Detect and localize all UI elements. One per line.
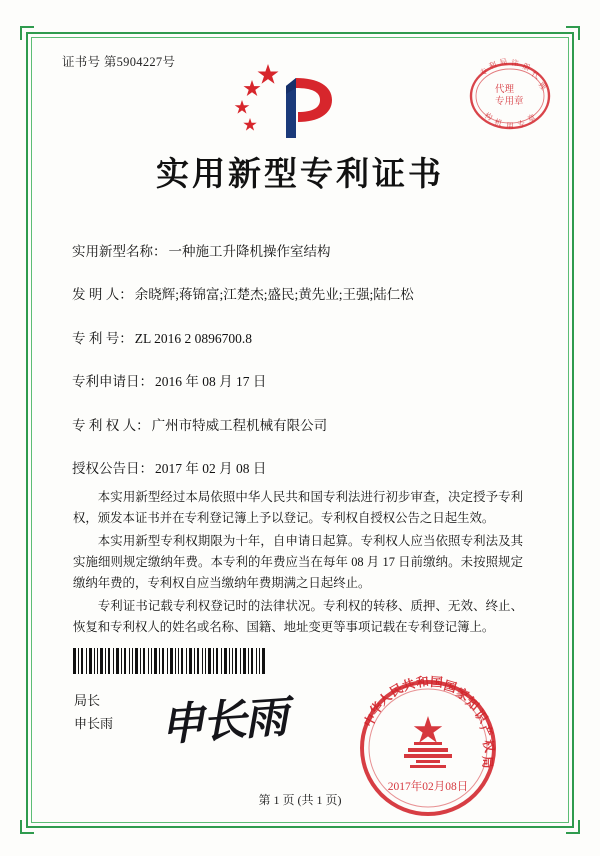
field-value: 2016 年 08 月 17 日 bbox=[155, 374, 267, 390]
svg-text:人: 人 bbox=[375, 689, 395, 709]
handwritten-signature: 申长雨 bbox=[158, 692, 288, 751]
page-title: 实用新型专利证书 bbox=[156, 157, 444, 193]
paragraph-2: 本实用新型专利权期限为十年，自申请日起算。专利权人应当依照专利法及其实施细则规定缴纳年费。本专利的年费应当在每年 08 月 17 日前缴纳。未按照规定缴纳年费的，专利权自应当缴纳年费期满之日起终止。 bbox=[73, 533, 523, 591]
field-value: 余晓辉;蒋锦富;江楚杰;盛民;黄先业;王强;陆仁松 bbox=[134, 287, 414, 303]
svg-text:和: 和 bbox=[415, 674, 430, 690]
svg-text:国: 国 bbox=[442, 678, 459, 696]
svg-text:共: 共 bbox=[400, 676, 417, 694]
legal-text-block bbox=[73, 487, 523, 639]
svg-text:知: 知 bbox=[463, 694, 482, 714]
svg-text:国: 国 bbox=[429, 675, 444, 690]
frame-corner-bottom-left bbox=[20, 820, 34, 834]
director-name: 申长雨 bbox=[74, 715, 114, 731]
field-row-patentee bbox=[72, 417, 532, 436]
seal-date: 2017年02月08日 bbox=[387, 781, 469, 793]
paragraph-3: 专利证书记载专利权登记时的法律状况。专利权的转移、质押、无效、终止、恢复和专利权人的姓名或名称、国籍、地址变更等事项记载在专利登记簿上。 bbox=[73, 598, 523, 634]
field-label: 专利申请日： bbox=[72, 374, 153, 390]
svg-text:用: 用 bbox=[505, 121, 514, 131]
field-value: ZL 2016 2 0896700.8 bbox=[134, 330, 252, 346]
barcode bbox=[73, 648, 269, 674]
svg-text:识: 识 bbox=[471, 707, 491, 726]
field-label: 专 利 权 人： bbox=[72, 417, 150, 433]
field-label: 实用新型名称： bbox=[72, 244, 167, 259]
svg-text:注: 注 bbox=[510, 58, 520, 68]
svg-text:华: 华 bbox=[367, 699, 387, 718]
paragraph-1: 本实用新型经过本局依照中华人民共和国专利法进行初步审查，决定授予专利权，颁发本证书并在专利登记簿上予以登记。专利权自授权公告之日起生效。 bbox=[73, 490, 523, 526]
field-row-inventors bbox=[72, 286, 532, 305]
svg-text:机: 机 bbox=[493, 117, 504, 128]
svg-text:利: 利 bbox=[487, 59, 498, 71]
svg-text:代: 代 bbox=[529, 69, 542, 81]
patent-office-emblem-icon bbox=[228, 60, 358, 146]
svg-text:理: 理 bbox=[536, 80, 549, 92]
signature-block bbox=[74, 690, 113, 736]
field-row-patent-number bbox=[72, 330, 532, 349]
frame-corner-bottom-right bbox=[566, 820, 580, 834]
svg-text:代理: 代理 bbox=[495, 85, 515, 95]
svg-text:家: 家 bbox=[453, 685, 472, 704]
field-list bbox=[72, 243, 532, 503]
field-label: 授权公告日： bbox=[72, 460, 153, 476]
svg-text:章: 章 bbox=[526, 112, 537, 124]
field-value: 一种施工升降机操作室结构 bbox=[168, 244, 331, 259]
svg-text:专: 专 bbox=[478, 66, 490, 78]
frame-corner-top-left bbox=[20, 26, 34, 40]
svg-text:专: 专 bbox=[516, 118, 526, 129]
svg-text:局: 局 bbox=[480, 755, 495, 769]
frame-corner-top-right bbox=[566, 26, 580, 40]
field-row-grant-date bbox=[72, 460, 532, 479]
svg-text:局: 局 bbox=[499, 57, 508, 67]
svg-text:册: 册 bbox=[521, 61, 532, 73]
svg-text:民: 民 bbox=[387, 681, 406, 700]
certificate-number: 证书号 第5904227号 bbox=[62, 55, 176, 69]
director-label: 局长 bbox=[74, 693, 101, 708]
field-label: 发 明 人： bbox=[72, 287, 133, 303]
svg-text:构: 构 bbox=[483, 110, 494, 123]
field-value: 广州市特威工程机械有限公司 bbox=[151, 417, 328, 433]
svg-text:中: 中 bbox=[361, 711, 380, 730]
agency-seal-top-right bbox=[468, 54, 552, 138]
field-value: 2017 年 02 月 08 日 bbox=[155, 460, 267, 476]
field-row-invention-name bbox=[72, 243, 532, 262]
field-label: 专 利 号： bbox=[72, 330, 133, 346]
page-footer: 第 1 页 (共 1 页) bbox=[258, 793, 342, 807]
svg-text:专用章: 专用章 bbox=[495, 97, 524, 107]
field-row-application-date bbox=[72, 373, 532, 392]
svg-text:权: 权 bbox=[480, 738, 497, 754]
svg-text:产: 产 bbox=[477, 722, 496, 740]
